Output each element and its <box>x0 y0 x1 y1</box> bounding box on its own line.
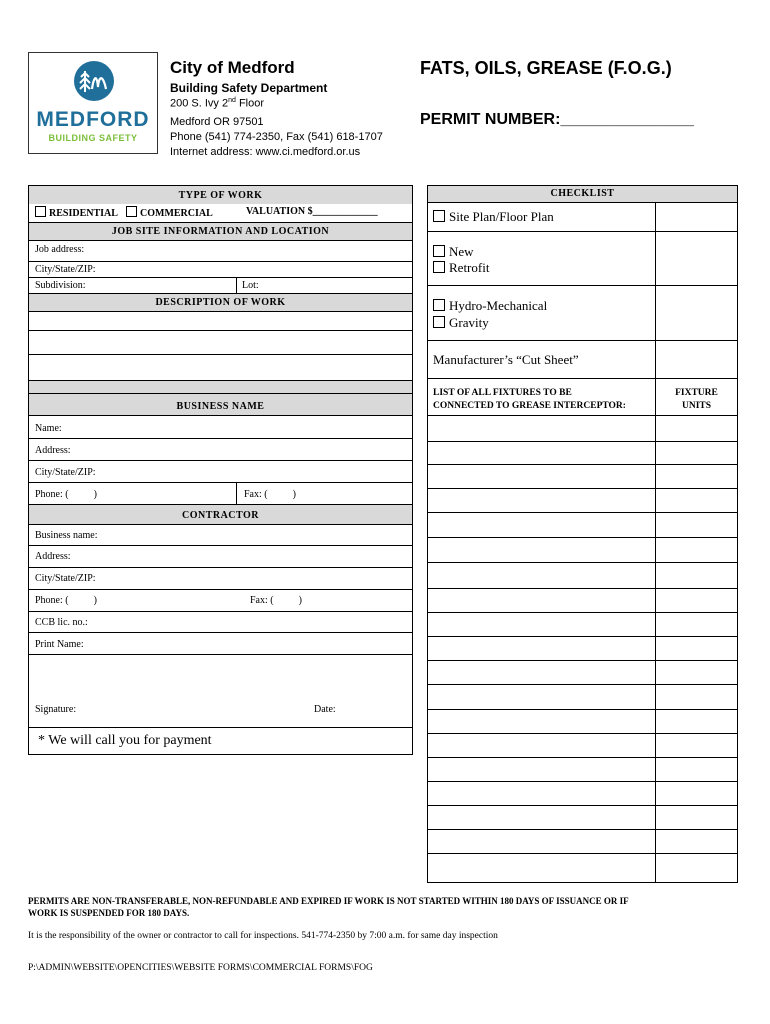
fixture-units-cell[interactable] <box>656 489 737 511</box>
business-name-header: BUSINESS NAME <box>29 393 412 416</box>
business-fax-field[interactable]: Fax: ( ) <box>244 489 296 500</box>
fixture-units-cell[interactable] <box>656 758 737 780</box>
commercial-option[interactable]: COMMERCIAL <box>126 206 213 219</box>
date-field[interactable]: Date: <box>314 704 336 715</box>
gravity-checkbox[interactable] <box>433 316 445 328</box>
department-name: Building Safety Department <box>170 81 328 95</box>
signature-field[interactable]: Signature: <box>35 704 77 715</box>
business-header-band <box>29 381 412 393</box>
contractor-business-name-field[interactable]: Business name: <box>35 530 98 541</box>
fixture-units-cell[interactable] <box>656 613 737 635</box>
fixture-units-cell[interactable] <box>656 513 737 536</box>
ccb-license-field[interactable]: CCB lic. no.: <box>35 617 88 628</box>
fixture-units-cell[interactable] <box>656 589 737 611</box>
print-name-field[interactable]: Print Name: <box>35 639 84 650</box>
fixtures-list-label: LIST OF ALL FIXTURES TO BE CONNECTED TO GREASE INTERCEPTOR: <box>433 388 626 411</box>
fixture-name-cell[interactable] <box>428 489 655 511</box>
permit-number-field[interactable]: PERMIT NUMBER:_______________ <box>420 111 694 128</box>
site-plan-checkbox[interactable] <box>433 210 445 222</box>
fixture-name-cell[interactable] <box>428 806 655 828</box>
fixture-units-cell[interactable] <box>656 782 737 804</box>
fixture-units-cell[interactable] <box>656 563 737 587</box>
commercial-checkbox[interactable] <box>126 206 137 217</box>
type-of-work-header: TYPE OF WORK <box>29 186 412 204</box>
valuation-field[interactable]: VALUATION $_____________ <box>246 206 378 217</box>
subdivision-field[interactable]: Subdivision: <box>35 280 86 291</box>
fixture-name-cell[interactable] <box>428 416 655 440</box>
fixture-name-cell[interactable] <box>428 538 655 561</box>
form-title: FATS, OILS, GREASE (F.O.G.) <box>420 58 672 78</box>
contractor-fax-field[interactable]: Fax: ( ) <box>250 595 302 606</box>
fixture-name-cell[interactable] <box>428 613 655 635</box>
fixture-name-cell[interactable] <box>428 442 655 463</box>
new-option[interactable]: New <box>433 244 474 260</box>
fixture-name-cell[interactable] <box>428 734 655 756</box>
business-name-field[interactable]: Name: <box>35 423 62 434</box>
business-address-field[interactable]: Address: <box>35 445 71 456</box>
tree-logo-icon <box>74 61 114 101</box>
street-address: 200 S. Ivy 2nd Floor <box>170 97 265 110</box>
fixture-units-cell[interactable] <box>656 637 737 659</box>
contractor-city-state-zip-field[interactable]: City/State/ZIP: <box>35 573 96 584</box>
job-address-field[interactable]: Job address: <box>35 244 85 255</box>
business-phone-field[interactable]: Phone: ( ) <box>35 489 97 500</box>
inspection-responsibility: It is the responsibility of the owner or contractor to call for inspections. 541-774-2350 by 7:00 a.m. for same day inspection <box>28 931 498 941</box>
fixture-name-cell[interactable] <box>428 685 655 708</box>
fixture-units-cell[interactable] <box>656 685 737 708</box>
logo-word: MEDFORD <box>36 108 150 131</box>
new-checkbox[interactable] <box>433 245 445 257</box>
site-plan-option[interactable]: Site Plan/Floor Plan <box>433 209 554 225</box>
hydro-mechanical-option[interactable]: Hydro-Mechanical <box>433 298 547 314</box>
permits-notice: PERMITS ARE NON-TRANSFERABLE, NON-REFUNDABLE AND EXPIRED IF WORK IS NOT STARTED WITHIN 180 DAYS OF ISSUANCE OR IF WORK IS SUSPENDED FOR 180 DAYS. <box>28 896 629 918</box>
fixture-name-cell[interactable] <box>428 782 655 804</box>
gravity-option[interactable]: Gravity <box>433 315 489 331</box>
fixture-units-cell[interactable] <box>656 538 737 561</box>
fixture-units-cell[interactable] <box>656 830 737 852</box>
logo-subtitle: BUILDING SAFETY <box>48 133 138 143</box>
fixture-units-cell[interactable] <box>656 734 737 756</box>
fixture-name-cell[interactable] <box>428 758 655 780</box>
payment-call-note: * We will call you for payment <box>38 733 212 748</box>
business-city-state-zip-field[interactable]: City/State/ZIP: <box>35 467 96 478</box>
job-site-header: JOB SITE INFORMATION AND LOCATION <box>29 222 412 241</box>
retrofit-checkbox[interactable] <box>433 261 445 273</box>
fixture-name-cell[interactable] <box>428 710 655 732</box>
fixture-units-cell[interactable] <box>656 465 737 487</box>
description-line-1[interactable] <box>29 312 412 330</box>
fixture-name-cell[interactable] <box>428 637 655 659</box>
retrofit-option[interactable]: Retrofit <box>433 260 489 276</box>
description-line-3[interactable] <box>29 355 412 379</box>
fixture-name-cell[interactable] <box>428 563 655 587</box>
residential-checkbox[interactable] <box>35 206 46 217</box>
cut-sheet-item: Manufacturer’s “Cut Sheet” <box>433 352 579 367</box>
fixture-units-cell[interactable] <box>656 710 737 732</box>
city-name: City of Medford <box>170 58 295 77</box>
fixture-units-cell[interactable] <box>656 806 737 828</box>
residential-option[interactable]: RESIDENTIAL <box>35 206 118 219</box>
internet-address: Internet address: www.ci.medford.or.us <box>170 146 361 158</box>
phone-fax: Phone (541) 774-2350, Fax (541) 618-1707 <box>170 131 383 143</box>
contractor-phone-field[interactable]: Phone: ( ) <box>35 595 97 606</box>
description-header: DESCRIPTION OF WORK <box>29 293 412 312</box>
checklist-header: CHECKLIST <box>428 186 737 202</box>
fixture-units-cell[interactable] <box>656 416 737 440</box>
medford-logo <box>28 52 158 154</box>
city-address: Medford OR 97501 <box>170 116 264 128</box>
fixture-units-cell[interactable] <box>656 442 737 463</box>
hydro-mechanical-checkbox[interactable] <box>433 299 445 311</box>
description-line-2[interactable] <box>29 331 412 353</box>
job-city-state-zip-field[interactable]: City/State/ZIP: <box>35 264 96 275</box>
fixture-name-cell[interactable] <box>428 513 655 536</box>
fixture-name-cell[interactable] <box>428 830 655 852</box>
fixture-name-cell[interactable] <box>428 589 655 611</box>
contractor-address-field[interactable]: Address: <box>35 551 71 562</box>
file-path: P:\ADMIN\WEBSITE\OPENCITIES\WEBSITE FORMS\COMMERCIAL FORMS\FOG <box>28 963 373 973</box>
contractor-header: CONTRACTOR <box>29 504 412 525</box>
fixture-units-label: FIXTURE UNITS <box>675 388 718 411</box>
lot-field[interactable]: Lot: <box>242 280 259 291</box>
fixture-name-cell[interactable] <box>428 465 655 487</box>
fixture-units-cell[interactable] <box>656 661 737 683</box>
fixture-name-cell[interactable] <box>428 661 655 683</box>
